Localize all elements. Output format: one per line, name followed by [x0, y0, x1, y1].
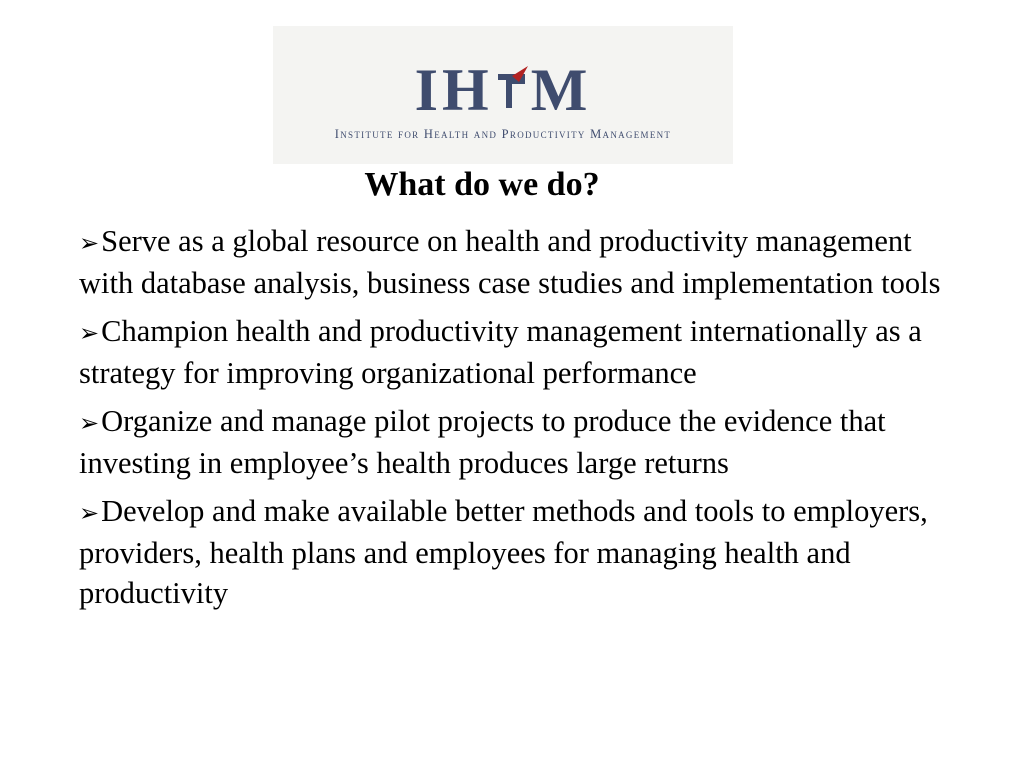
- logo-tagline: Institute for Health and Productivity Management: [334, 127, 672, 141]
- bullet-text: Develop and make available better methods and tools to employers, providers, health plans and employees for managing health and productivity: [79, 494, 928, 610]
- bullet-item: [79, 401, 949, 483]
- bullet-item: [79, 491, 949, 613]
- arrow-bullet-icon: ➢: [79, 229, 100, 257]
- bullet-item: [79, 311, 949, 393]
- bullet-text: Organize and manage pilot projects to produce the evidence that investing in employee’s health produces large returns: [79, 404, 886, 480]
- ihpm-logo: [273, 26, 733, 164]
- arrow-bullet-icon: ➢: [79, 319, 100, 347]
- bullet-text: Serve as a global resource on health and productivity management with database analysis, business case studies and implementation tools: [79, 224, 941, 300]
- arrow-bullet-icon: ➢: [79, 499, 100, 527]
- bullet-text: Champion health and productivity management internationally as a strategy for improving organizational performance: [79, 314, 922, 390]
- bullet-list: [79, 221, 949, 621]
- logo-arrow-icon: [495, 62, 529, 112]
- slide-title: What do we do?: [364, 166, 600, 203]
- bullet-item: [79, 221, 949, 303]
- arrow-bullet-icon: ➢: [79, 409, 100, 437]
- logo-wordmark: IH M: [414, 57, 592, 123]
